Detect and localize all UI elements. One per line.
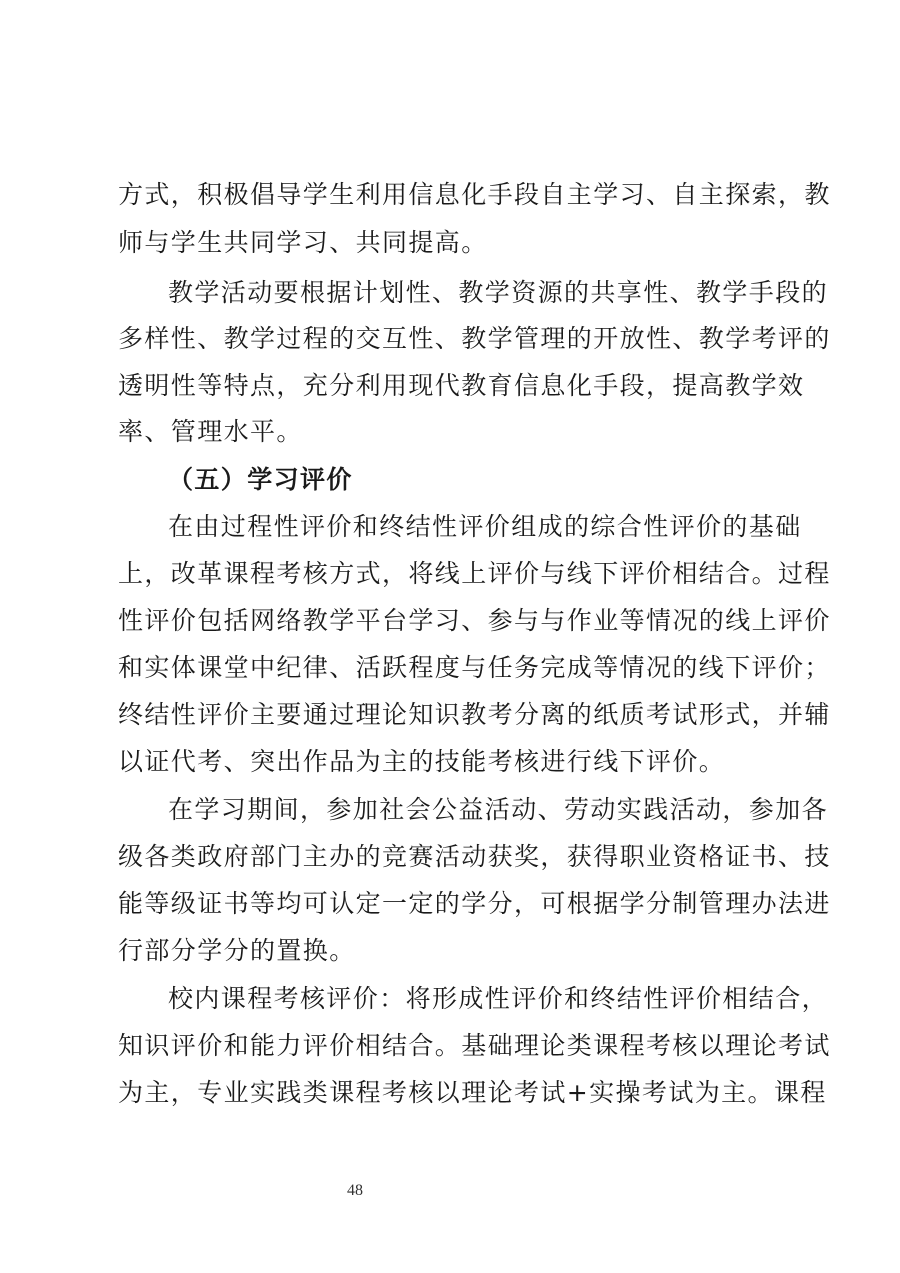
section-heading: （五）学习评价 (168, 465, 353, 494)
body-text-line: 和实体课堂中纪律、活跃程度与任务完成等情况的线下评价； (118, 653, 831, 682)
body-text-line: 能等级证书等均可认定一定的学分，可根据学分制管理办法进 (118, 889, 831, 918)
body-text-line: 为主，专业实践类课程考核以理论考试+实操考试为主。课程 (118, 1078, 827, 1107)
body-text-line: 方式，积极倡导学生利用信息化手段自主学习、自主探索，教 (118, 180, 831, 209)
body-text-line: 师与学生共同学习、共同提高。 (118, 228, 488, 257)
body-text-line: 级各类政府部门主办的竞赛活动获奖，获得职业资格证书、技 (118, 842, 831, 871)
paragraph-first-line: 在学习期间，参加社会公益活动、劳动实践活动，参加各 (168, 795, 829, 824)
body-text-line: 性评价包括网络教学平台学习、参与与作业等情况的线上评价 (118, 606, 831, 635)
body-text-line: 多样性、教学过程的交互性、教学管理的开放性、教学考评的 (118, 324, 831, 353)
body-text-line: 上，改革课程考核方式，将线上评价与线下评价相结合。过程 (118, 559, 831, 588)
paragraph-first-line: 校内课程考核评价：将形成性评价和终结性评价相结合， (168, 984, 829, 1013)
paragraph-first-line: 在由过程性评价和终结性评价组成的综合性评价的基础 (168, 512, 802, 541)
body-text-line: 透明性等特点，充分利用现代教育信息化手段，提高教学效 (118, 371, 805, 400)
body-text-line: 终结性评价主要通过理论知识教考分离的纸质考试形式，并辅 (118, 700, 831, 729)
body-text-line: 率、管理水平。 (118, 417, 303, 446)
body-text-line: 知识评价和能力评价相结合。基础理论类课程考核以理论考试 (118, 1031, 831, 1060)
paragraph-first-line: 教学活动要根据计划性、教学资源的共享性、教学手段的 (168, 278, 829, 307)
body-text-line: 以证代考、突出作品为主的技能考核进行线下评价。 (118, 747, 726, 776)
page-number: 48 (347, 1182, 363, 1199)
body-text-line: 行部分学分的置换。 (118, 936, 356, 965)
